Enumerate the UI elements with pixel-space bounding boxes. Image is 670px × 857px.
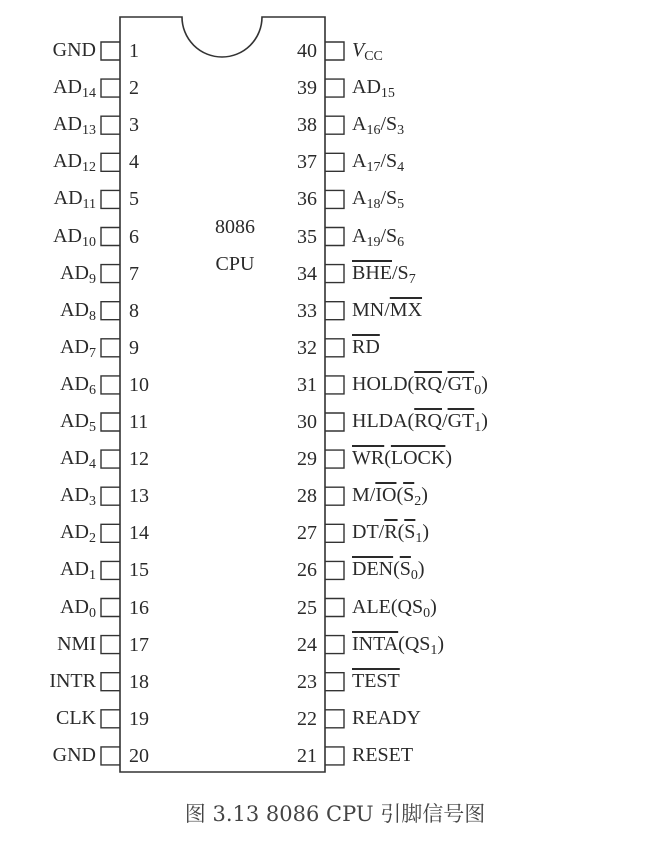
- pin-7-label: $AD_9$: [60, 261, 96, 287]
- pin-32-box: [325, 339, 344, 357]
- pin-28-box: [325, 487, 344, 505]
- pin-23-box: [325, 673, 344, 691]
- pin-18-box: [101, 673, 120, 691]
- pin-30-label: $HLDA(\overline{RQ}/\overline{GT}_1)$: [352, 410, 488, 435]
- pin-13-number: 13: [129, 485, 149, 508]
- pin-1-box: [101, 42, 120, 60]
- pin-17-label: NMI: [57, 632, 96, 655]
- pin-37-label: $A_{17}/S_4$: [352, 150, 405, 176]
- pin-28-number: 28: [297, 485, 317, 508]
- pin-34-box: [325, 265, 344, 283]
- pin-32-label: $\overline{RD}$: [352, 335, 380, 358]
- pin-8-box: [101, 302, 120, 320]
- pin-35-box: [325, 228, 344, 246]
- pin-8-number: 8: [129, 299, 139, 322]
- pin-4-number: 4: [129, 151, 139, 174]
- pin-16-number: 16: [129, 596, 149, 619]
- pin-11-box: [101, 413, 120, 431]
- pin-11-label: $AD_5$: [60, 410, 96, 435]
- pin-15-number: 15: [129, 559, 149, 582]
- pin-31-label: $HOLD(\overline{RQ}/\overline{GT}_0)$: [352, 372, 488, 398]
- pin-30-box: [325, 413, 344, 431]
- pin-27-box: [325, 524, 344, 542]
- pin-20-box: [101, 747, 120, 765]
- pin-12-number: 12: [129, 448, 149, 471]
- pin-25-label: $ALE(QS_0)$: [352, 595, 437, 621]
- pin-25-number: 25: [297, 596, 317, 619]
- pin-2-number: 2: [129, 77, 139, 100]
- pin-34-label: $\overline{BHE}/S_7$: [352, 261, 416, 287]
- pin-10-label: $AD_6$: [60, 372, 96, 398]
- pin-10-box: [101, 376, 120, 394]
- chip-name: 8086: [215, 216, 255, 238]
- pin-27-number: 27: [297, 522, 317, 545]
- pin-14-label: $AD_2$: [60, 521, 96, 547]
- pin-20-label: GND: [52, 743, 96, 766]
- pin-36-number: 36: [297, 188, 317, 211]
- chip-subname: CPU: [215, 253, 255, 275]
- pin-14-number: 14: [129, 522, 149, 545]
- pin-2-label: $AD_{14}$: [53, 76, 96, 102]
- pin-8-label: $AD_8$: [60, 298, 96, 324]
- pin-33-box: [325, 302, 344, 320]
- pin-19-box: [101, 710, 120, 728]
- pin-10-number: 10: [129, 373, 149, 396]
- pin-15-label: $AD_1$: [60, 558, 96, 584]
- pin-36-box: [325, 190, 344, 208]
- pin-26-box: [325, 561, 344, 579]
- pin-21-box: [325, 747, 344, 765]
- pin-9-number: 9: [129, 336, 139, 359]
- pin-6-number: 6: [129, 225, 139, 248]
- pin-28-label: $M/\overline{IO}(\overline{S}_2)$: [352, 484, 428, 510]
- pin-13-label: $AD_3$: [60, 484, 96, 510]
- pin-29-number: 29: [297, 448, 317, 471]
- pin-30-number: 30: [297, 411, 317, 433]
- pin-34-number: 34: [297, 262, 317, 285]
- pin-21-number: 21: [297, 744, 317, 767]
- pin-5-box: [101, 190, 120, 208]
- pin-20-number: 20: [129, 744, 149, 767]
- pin-29-box: [325, 450, 344, 468]
- pin-3-number: 3: [129, 114, 139, 137]
- pin-3-label: $AD_{13}$: [53, 113, 96, 139]
- pin-2-box: [101, 79, 120, 97]
- pin-24-label: $INTA(QS_1)$: [352, 632, 445, 658]
- pin-17-number: 17: [129, 633, 149, 656]
- pin-38-label: $A_{16}/S_3$: [352, 113, 405, 139]
- pin-19-label: CLK: [56, 706, 96, 729]
- pin-24-box: [325, 636, 344, 654]
- pin-35-label: $A_{19}/S_6$: [352, 224, 405, 250]
- pin-33-label: $MN/\overline{MX}$: [352, 298, 423, 321]
- pin-5-label: $AD_{11}$: [53, 187, 96, 213]
- pin-23-number: 23: [297, 670, 317, 693]
- pin-23-label: TEST: [352, 669, 400, 692]
- pin-18-number: 18: [129, 670, 149, 693]
- pin-5-number: 5: [129, 188, 139, 211]
- pin-21-label: RESET: [352, 743, 414, 766]
- pin-37-number: 37: [297, 151, 317, 174]
- pin-40-box: [325, 42, 344, 60]
- pin-27-label: $DT/\overline{R}(\overline{S}_1)$: [352, 521, 430, 547]
- pin-38-number: 38: [297, 114, 317, 137]
- pin-15-box: [101, 561, 120, 579]
- pin-22-number: 22: [297, 707, 317, 730]
- pin-7-number: 7: [129, 262, 139, 285]
- pin-9-box: [101, 339, 120, 357]
- pin-22-label: READY: [352, 706, 421, 729]
- pin-26-number: 26: [297, 559, 317, 582]
- pin-36-label: $A_{18}/S_5$: [352, 187, 405, 213]
- pin-7-box: [101, 265, 120, 283]
- pin-12-label: $AD_4$: [60, 447, 96, 473]
- pin-6-label: $AD_{10}$: [53, 224, 96, 250]
- figure-caption: 图 3.13 8086 CPU 引脚信号图: [184, 802, 486, 826]
- pin-1-label: GND: [52, 39, 96, 61]
- pin-31-box: [325, 376, 344, 394]
- pin-16-label: $AD_0$: [60, 595, 96, 621]
- pin-4-label: $AD_{12}$: [53, 150, 96, 176]
- pin-12-box: [101, 450, 120, 468]
- pin-39-label: $AD_{15}$: [352, 76, 395, 102]
- pin-37-box: [325, 153, 344, 171]
- pin-6-box: [101, 228, 120, 246]
- pin-22-box: [325, 710, 344, 728]
- pin-39-number: 39: [297, 77, 317, 100]
- pin-26-label: $\overline{DEN}(\overline{S}_0)$: [352, 558, 425, 584]
- pin-16-box: [101, 599, 120, 617]
- pin-40-label: $V_{CC}$: [352, 39, 383, 64]
- pin-40-number: 40: [297, 40, 317, 62]
- pin-25-box: [325, 599, 344, 617]
- pin-13-box: [101, 487, 120, 505]
- pin-17-box: [101, 636, 120, 654]
- pin-1-number: 1: [129, 40, 139, 62]
- pin-11-number: 11: [129, 411, 149, 433]
- pin-29-label: $\overline{WR}(LOCK)$: [352, 447, 453, 470]
- pin-33-number: 33: [297, 299, 317, 322]
- pin-32-number: 32: [297, 336, 317, 359]
- pin-31-number: 31: [297, 373, 317, 396]
- pin-4-box: [101, 153, 120, 171]
- pin-14-box: [101, 524, 120, 542]
- pin-38-box: [325, 116, 344, 134]
- pin-24-number: 24: [297, 633, 317, 656]
- pin-35-number: 35: [297, 225, 317, 248]
- pin-19-number: 19: [129, 707, 149, 730]
- pin-9-label: $AD_7$: [60, 335, 96, 361]
- chip-body: [120, 17, 325, 772]
- pin-18-label: INTR: [49, 669, 96, 692]
- pin-39-box: [325, 79, 344, 97]
- pin-3-box: [101, 116, 120, 134]
